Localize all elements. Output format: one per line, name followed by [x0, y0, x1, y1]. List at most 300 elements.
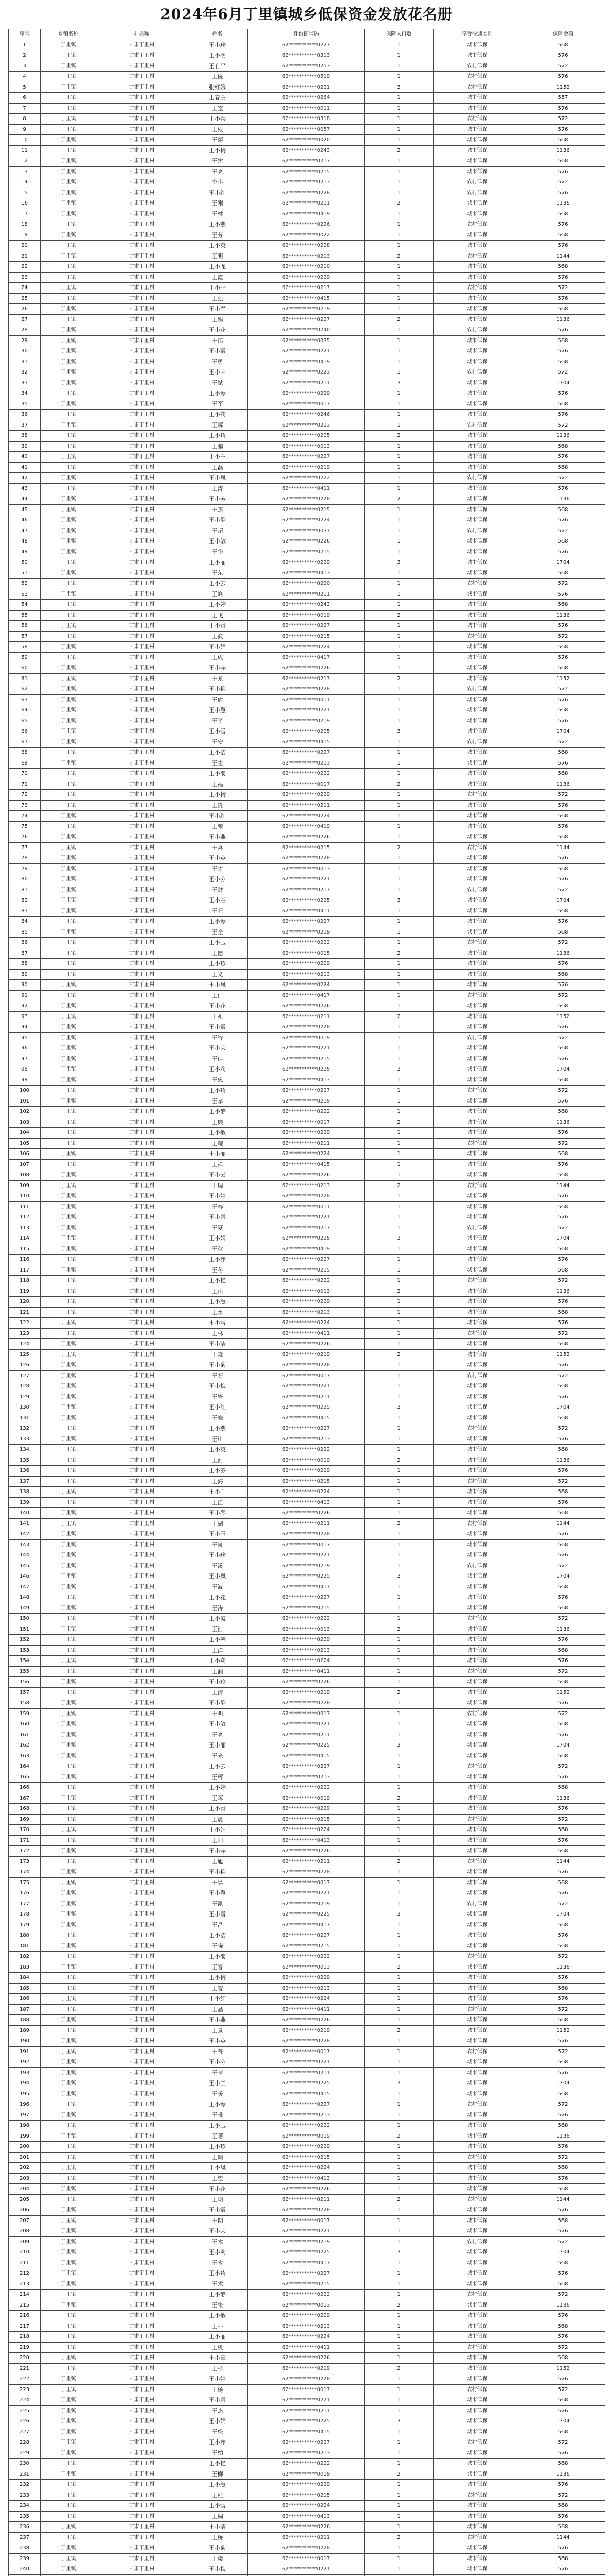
cell-amount: 576	[521, 1635, 605, 1646]
cell-category: 城市低保	[434, 504, 521, 515]
cell-category: 城市低保	[434, 388, 521, 399]
cell-amount: 576	[521, 1360, 605, 1371]
cell-town: 丁里镇	[41, 1962, 96, 1973]
cell-amount: 568	[521, 1719, 605, 1730]
table-row	[9, 927, 605, 938]
cell-village: 甘肃丁里村	[96, 2480, 187, 2490]
cell-category: 农村低保	[434, 1518, 521, 1529]
cell-name: 王德	[187, 948, 248, 959]
cell-amount: 568	[521, 304, 605, 315]
cell-household-size: 1	[365, 2268, 434, 2279]
cell-name: 王小霞	[187, 2205, 248, 2216]
table-row	[9, 779, 605, 790]
cell-village: 甘肃丁里村	[96, 2152, 187, 2163]
cell-name: 王小芬	[187, 1466, 248, 1477]
cell-household-size: 1	[365, 2522, 434, 2533]
cell-category: 农村低保	[434, 177, 521, 188]
cell-index: 7	[9, 103, 41, 114]
header-row	[9, 29, 605, 40]
table-row	[9, 262, 605, 273]
cell-town: 丁里镇	[41, 716, 96, 726]
cell-index: 30	[9, 346, 41, 357]
cell-name: 王小雪	[187, 2501, 248, 2512]
cell-id-number: 62***********0229	[248, 1635, 365, 1646]
cell-household-size: 1	[365, 483, 434, 494]
table-row	[9, 800, 605, 811]
cell-id-number: 62***********0411	[248, 483, 365, 494]
table-row	[9, 1170, 605, 1181]
cell-town: 丁里镇	[41, 832, 96, 843]
cell-index: 190	[9, 2036, 41, 2047]
cell-index: 18	[9, 219, 41, 230]
table-row	[9, 1645, 605, 1656]
cell-name: 王小艳	[187, 1276, 248, 1286]
cell-id-number: 62***********0226	[248, 1170, 365, 1181]
cell-index: 157	[9, 1687, 41, 1698]
table-row	[9, 1708, 605, 1719]
cell-id-number: 62***********0417	[248, 2258, 365, 2268]
cell-index: 66	[9, 726, 41, 737]
cell-amount: 1152	[521, 2363, 605, 2374]
cell-id-number: 62***********0229	[248, 388, 365, 399]
table-row	[9, 1571, 605, 1582]
cell-category: 城市低保	[434, 1286, 521, 1297]
cell-category: 城市低保	[434, 2131, 521, 2142]
roster-body	[9, 40, 605, 2576]
cell-town: 丁里镇	[41, 2078, 96, 2089]
table-row	[9, 1614, 605, 1624]
cell-village: 甘肃丁里村	[96, 1370, 187, 1381]
table-row	[9, 874, 605, 885]
cell-name: 王小云	[187, 579, 248, 589]
cell-index: 234	[9, 2501, 41, 2512]
cell-amount: 568	[521, 705, 605, 716]
cell-village: 甘肃丁里村	[96, 1804, 187, 1815]
table-row	[9, 1508, 605, 1519]
cell-household-size: 1	[365, 93, 434, 104]
cell-category: 城市低保	[434, 1645, 521, 1656]
table-row	[9, 188, 605, 198]
cell-name: 王勇	[187, 357, 248, 367]
cell-town: 丁里镇	[41, 2025, 96, 2036]
cell-town: 丁里镇	[41, 1804, 96, 1815]
cell-category: 城市低保	[434, 1392, 521, 1402]
cell-category: 城市低保	[434, 1107, 521, 1117]
cell-name: 王小兰	[187, 895, 248, 906]
cell-amount: 568	[521, 462, 605, 473]
cell-id-number: 62***********0225	[248, 1740, 365, 1751]
cell-household-size: 2	[365, 1687, 434, 1698]
cell-village: 甘肃丁里村	[96, 1529, 187, 1540]
cell-category: 农村低保	[434, 790, 521, 801]
cell-village: 甘肃丁里村	[96, 2089, 187, 2099]
cell-name: 王小雪	[187, 1909, 248, 1920]
cell-village: 甘肃丁里村	[96, 1149, 187, 1160]
cell-village: 甘肃丁里村	[96, 631, 187, 642]
cell-index: 6	[9, 93, 41, 104]
cell-village: 甘肃丁里村	[96, 1645, 187, 1656]
cell-category: 农村低保	[434, 2490, 521, 2501]
cell-id-number: 62***********0226	[248, 1677, 365, 1688]
cell-amount: 572	[521, 579, 605, 589]
table-row	[9, 1804, 605, 1815]
cell-index: 44	[9, 494, 41, 505]
cell-village: 甘肃丁里村	[96, 1550, 187, 1561]
cell-id-number: 62***********0225	[248, 431, 365, 442]
cell-category: 城市低保	[434, 2226, 521, 2237]
cell-id-number: 62***********0225	[248, 2416, 365, 2427]
cell-household-size: 2	[365, 1856, 434, 1867]
cell-village: 甘肃丁里村	[96, 557, 187, 568]
cell-name: 王小燕	[187, 832, 248, 843]
cell-category: 农村低保	[434, 1180, 521, 1191]
cell-index: 138	[9, 1487, 41, 1498]
cell-town: 丁里镇	[41, 219, 96, 230]
cell-town: 丁里镇	[41, 2363, 96, 2374]
cell-household-size: 1	[365, 790, 434, 801]
cell-town: 丁里镇	[41, 1159, 96, 1170]
cell-index: 159	[9, 1708, 41, 1719]
cell-village: 甘肃丁里村	[96, 748, 187, 758]
cell-category: 城市低保	[434, 1201, 521, 1212]
cell-amount: 576	[521, 1888, 605, 1899]
cell-amount: 576	[521, 821, 605, 832]
cell-amount: 576	[521, 166, 605, 177]
cell-amount: 572	[521, 1614, 605, 1624]
cell-town: 丁里镇	[41, 2290, 96, 2300]
cell-village: 甘肃丁里村	[96, 2342, 187, 2353]
cell-id-number: 62***********0213	[248, 673, 365, 684]
cell-id-number: 62***********0415	[248, 1413, 365, 1423]
cell-id-number: 62***********0219	[248, 1687, 365, 1698]
cell-amount: 576	[521, 1212, 605, 1223]
cell-id-number: 62***********0227	[248, 1086, 365, 1096]
cell-village: 甘肃丁里村	[96, 50, 187, 61]
cell-index: 200	[9, 2142, 41, 2153]
cell-category: 农村低保	[434, 885, 521, 895]
table-row	[9, 959, 605, 970]
cell-village: 甘肃丁里村	[96, 579, 187, 589]
cell-category: 城市低保	[434, 1962, 521, 1973]
table-row	[9, 1276, 605, 1286]
cell-id-number: 62***********0228	[248, 241, 365, 251]
cell-id-number: 62***********0226	[248, 1508, 365, 1519]
cell-town: 丁里镇	[41, 610, 96, 621]
cell-village: 甘肃丁里村	[96, 2268, 187, 2279]
cell-town: 丁里镇	[41, 2142, 96, 2153]
cell-index: 95	[9, 1032, 41, 1043]
table-row	[9, 1740, 605, 1751]
cell-village: 甘肃丁里村	[96, 293, 187, 304]
cell-town: 丁里镇	[41, 209, 96, 219]
cell-id-number: 62***********0221	[248, 705, 365, 716]
table-row	[9, 1687, 605, 1698]
cell-id-number: 62***********0019	[248, 2469, 365, 2480]
cell-id-number: 62***********0017	[248, 2215, 365, 2226]
cell-name: 王明	[187, 251, 248, 262]
cell-household-size: 3	[365, 82, 434, 93]
cell-village: 甘肃丁里村	[96, 1518, 187, 1529]
cell-amount: 1136	[521, 2300, 605, 2311]
cell-amount: 1144	[521, 2194, 605, 2205]
cell-household-size: 1	[365, 568, 434, 579]
cell-town: 丁里镇	[41, 1561, 96, 1571]
cell-household-size: 2	[365, 1286, 434, 1297]
cell-category: 城市低保	[434, 2173, 521, 2184]
cell-index: 201	[9, 2152, 41, 2163]
cell-household-size: 1	[365, 272, 434, 283]
cell-village: 甘肃丁里村	[96, 885, 187, 895]
cell-name: 王小玉	[187, 1529, 248, 1540]
cell-amount: 572	[521, 1032, 605, 1043]
cell-town: 丁里镇	[41, 2004, 96, 2015]
cell-name: 张红娥	[187, 82, 248, 93]
cell-index: 231	[9, 2469, 41, 2480]
cell-village: 甘肃丁里村	[96, 2405, 187, 2416]
cell-index: 122	[9, 1318, 41, 1329]
cell-household-size: 1	[365, 2015, 434, 2026]
cell-town: 丁里镇	[41, 1719, 96, 1730]
cell-name: 王泉	[187, 1539, 248, 1550]
cell-id-number: 62***********0224	[248, 515, 365, 526]
cell-village: 甘肃丁里村	[96, 2448, 187, 2459]
cell-index: 202	[9, 2163, 41, 2174]
cell-category: 城市低保	[434, 2142, 521, 2153]
cell-town: 丁里镇	[41, 1983, 96, 1994]
table-row	[9, 1001, 605, 1012]
cell-id-number: 62***********0417	[248, 1920, 365, 1930]
cell-name: 王小霞	[187, 346, 248, 357]
cell-town: 丁里镇	[41, 2173, 96, 2184]
cell-index: 9	[9, 124, 41, 135]
cell-category: 城市低保	[434, 1159, 521, 1170]
cell-household-size: 1	[365, 980, 434, 991]
cell-amount: 572	[521, 526, 605, 536]
cell-index: 163	[9, 1751, 41, 1761]
cell-id-number: 62***********0013	[248, 1624, 365, 1635]
cell-id-number: 62***********0222	[248, 1107, 365, 1117]
cell-amount: 572	[521, 367, 605, 378]
cell-household-size: 1	[365, 1423, 434, 1434]
cell-amount: 568	[521, 1846, 605, 1857]
cell-name: 王小兰	[187, 452, 248, 463]
cell-category: 城市低保	[434, 1835, 521, 1846]
cell-index: 8	[9, 114, 41, 125]
cell-id-number: 62***********0213	[248, 2110, 365, 2121]
cell-index: 23	[9, 272, 41, 283]
cell-household-size: 1	[365, 2089, 434, 2099]
table-row	[9, 1783, 605, 1793]
table-row	[9, 1392, 605, 1402]
cell-id-number: 62***********0221	[248, 2226, 365, 2237]
cell-village: 甘肃丁里村	[96, 1539, 187, 1550]
cell-name: 王杰	[187, 504, 248, 515]
cell-id-number: 62***********0229	[248, 2480, 365, 2490]
cell-town: 丁里镇	[41, 504, 96, 515]
cell-category: 城市低保	[434, 2205, 521, 2216]
cell-index: 198	[9, 2121, 41, 2131]
cell-index: 39	[9, 441, 41, 452]
table-row	[9, 1825, 605, 1836]
cell-household-size: 1	[365, 1783, 434, 1793]
cell-index: 109	[9, 1180, 41, 1191]
cell-name: 王朝	[187, 2194, 248, 2205]
cell-village: 甘肃丁里村	[96, 2311, 187, 2321]
cell-id-number: 62***********0019	[248, 1455, 365, 1466]
cell-town: 丁里镇	[41, 2437, 96, 2448]
cell-town: 丁里镇	[41, 705, 96, 716]
cell-id-number: 62***********0415	[248, 293, 365, 304]
cell-name: 王溪	[187, 1561, 248, 1571]
table-row	[9, 1349, 605, 1360]
cell-household-size: 1	[365, 1138, 434, 1149]
cell-category: 城市低保	[434, 2332, 521, 2343]
cell-household-size: 1	[365, 1043, 434, 1054]
cell-village: 甘肃丁里村	[96, 917, 187, 927]
cell-amount: 576	[521, 272, 605, 283]
cell-amount: 568	[521, 2015, 605, 2026]
cell-name: 王水	[187, 1307, 248, 1318]
cell-household-size: 1	[365, 335, 434, 346]
cell-amount: 576	[521, 2311, 605, 2321]
table-row	[9, 1698, 605, 1709]
cell-village: 甘肃丁里村	[96, 1867, 187, 1878]
cell-name: 王小凤	[187, 2163, 248, 2174]
cell-amount: 576	[521, 1096, 605, 1107]
cell-household-size: 1	[365, 663, 434, 674]
cell-category: 城市低保	[434, 198, 521, 209]
cell-id-number: 62***********0211	[248, 1011, 365, 1022]
cell-id-number: 62***********0225	[248, 2078, 365, 2089]
cell-household-size: 1	[365, 325, 434, 336]
cell-index: 81	[9, 885, 41, 895]
cell-amount: 1704	[521, 1064, 605, 1075]
cell-village: 甘肃丁里村	[96, 2553, 187, 2564]
cell-household-size: 1	[365, 1255, 434, 1265]
cell-id-number: 62***********0225	[248, 895, 365, 906]
table-row	[9, 1180, 605, 1191]
cell-category: 城市低保	[434, 2405, 521, 2416]
cell-category: 城市低保	[434, 1783, 521, 1793]
cell-category: 城市低保	[434, 515, 521, 526]
cell-household-size: 1	[365, 1656, 434, 1667]
cell-town: 丁里镇	[41, 758, 96, 769]
cell-household-size: 1	[365, 1772, 434, 1783]
cell-name: 王小静	[187, 515, 248, 526]
cell-index: 51	[9, 568, 41, 579]
cell-household-size: 1	[365, 2384, 434, 2395]
cell-village: 甘肃丁里村	[96, 2374, 187, 2385]
cell-amount: 568	[521, 1201, 605, 1212]
cell-town: 丁里镇	[41, 568, 96, 579]
cell-name: 王小娟	[187, 1825, 248, 1836]
cell-category: 城市低保	[434, 1677, 521, 1688]
cell-village: 甘肃丁里村	[96, 1413, 187, 1423]
table-row	[9, 1867, 605, 1878]
cell-amount: 568	[521, 2215, 605, 2226]
cell-name: 王小梅	[187, 790, 248, 801]
cell-index: 135	[9, 1455, 41, 1466]
cell-amount: 1152	[521, 1349, 605, 1360]
cell-town: 丁里镇	[41, 2522, 96, 2533]
table-row	[9, 2121, 605, 2131]
cell-household-size: 3	[365, 1740, 434, 1751]
cell-id-number: 62***********0222	[248, 473, 365, 484]
cell-village: 甘肃丁里村	[96, 219, 187, 230]
cell-index: 197	[9, 2110, 41, 2121]
cell-category: 农村低保	[434, 1814, 521, 1825]
cell-village: 甘肃丁里村	[96, 1466, 187, 1477]
cell-index: 121	[9, 1307, 41, 1318]
cell-index: 225	[9, 2405, 41, 2416]
cell-index: 152	[9, 1635, 41, 1646]
table-row	[9, 1793, 605, 1804]
cell-town: 丁里镇	[41, 1761, 96, 1772]
table-row	[9, 2353, 605, 2364]
table-row	[9, 1339, 605, 1350]
cell-category: 农村低保	[434, 1952, 521, 1962]
cell-town: 丁里镇	[41, 1476, 96, 1487]
cell-index: 211	[9, 2258, 41, 2268]
cell-id-number: 62***********0213	[248, 758, 365, 769]
cell-id-number: 62***********0211	[248, 2194, 365, 2205]
cell-category: 城市低保	[434, 673, 521, 684]
cell-household-size: 1	[365, 2459, 434, 2469]
cell-name: 王小英	[187, 1445, 248, 1455]
table-row	[9, 1402, 605, 1413]
table-row	[9, 2152, 605, 2163]
cell-town: 丁里镇	[41, 2543, 96, 2554]
cell-village: 甘肃丁里村	[96, 2353, 187, 2364]
cell-town: 丁里镇	[41, 1064, 96, 1075]
cell-category: 农村低保	[434, 1856, 521, 1867]
cell-index: 204	[9, 2184, 41, 2195]
cell-name: 王小丽	[187, 1149, 248, 1160]
cell-town: 丁里镇	[41, 2194, 96, 2205]
cell-id-number: 62***********0017	[248, 779, 365, 790]
cell-name: 王小玲	[187, 431, 248, 442]
table-row	[9, 1814, 605, 1825]
cell-id-number: 62***********0411	[248, 2004, 365, 2015]
cell-amount: 576	[521, 2405, 605, 2416]
cell-amount: 572	[521, 684, 605, 695]
cell-name: 王晨	[187, 1814, 248, 1825]
table-row	[9, 2416, 605, 2427]
cell-amount: 576	[521, 1835, 605, 1846]
cell-village: 甘肃丁里村	[96, 2036, 187, 2047]
cell-category: 城市低保	[434, 1909, 521, 1920]
cell-id-number: 62***********0037	[248, 526, 365, 536]
cell-id-number: 62***********0019	[248, 1793, 365, 1804]
cell-town: 丁里镇	[41, 1128, 96, 1139]
cell-name: 王军	[187, 399, 248, 410]
cell-village: 甘肃丁里村	[96, 621, 187, 632]
cell-name: 王昆	[187, 1899, 248, 1909]
table-row	[9, 135, 605, 146]
table-row	[9, 2184, 605, 2195]
table-row	[9, 483, 605, 494]
col-header-id-number: 身份证号码	[248, 29, 365, 40]
cell-index: 33	[9, 378, 41, 388]
cell-amount: 572	[521, 177, 605, 188]
cell-name: 王斌	[187, 378, 248, 388]
cell-town: 丁里镇	[41, 1529, 96, 1540]
cell-village: 甘肃丁里村	[96, 863, 187, 874]
cell-village: 甘肃丁里村	[96, 1614, 187, 1624]
cell-town: 丁里镇	[41, 2332, 96, 2343]
table-row	[9, 1075, 605, 1086]
cell-household-size: 1	[365, 1846, 434, 1857]
